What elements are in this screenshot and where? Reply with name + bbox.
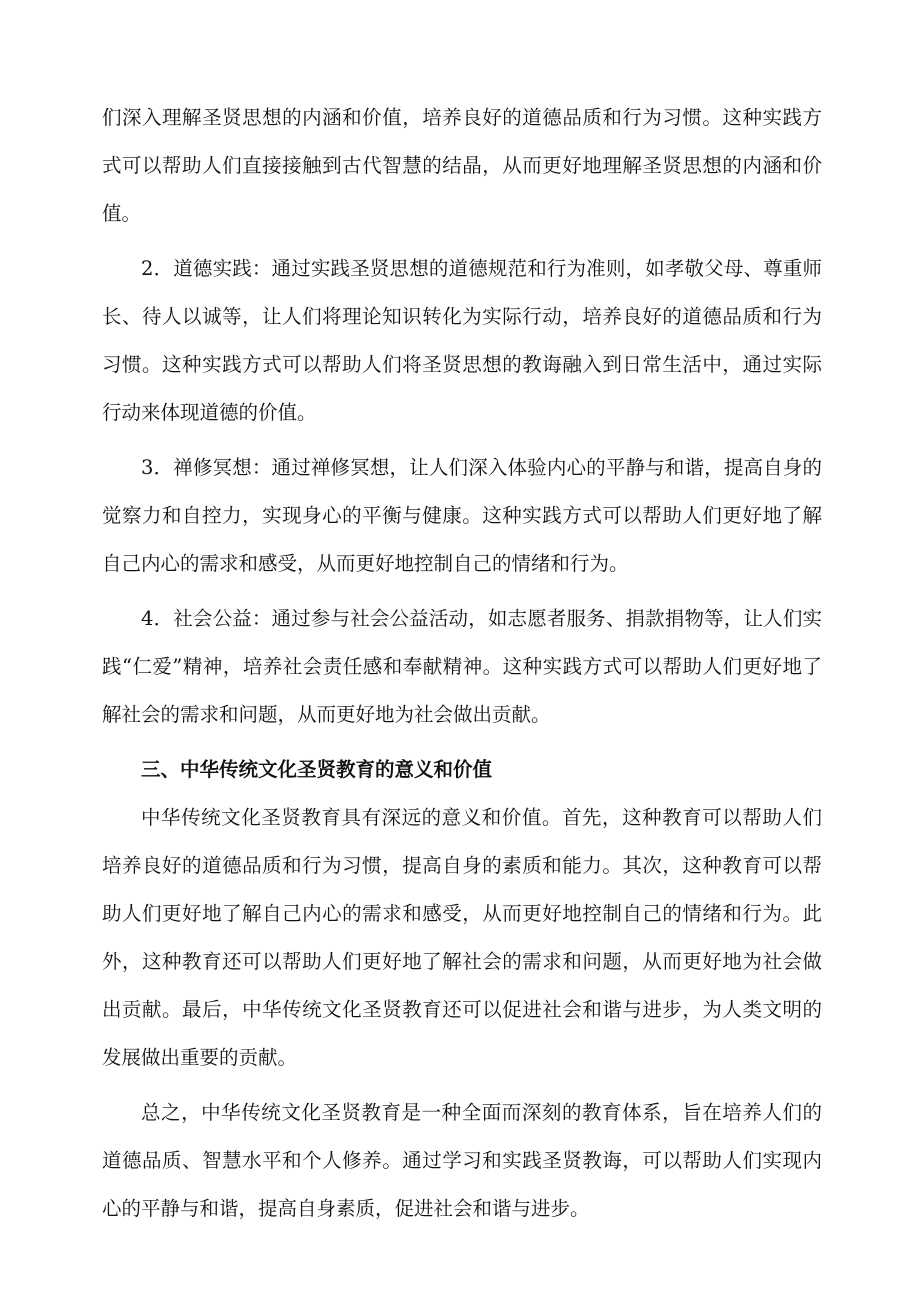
paragraph-meditation: 3．禅修冥想：通过禅修冥想，让人们深入体验内心的平静与和谐，提高自身的觉察力和自控力，实现身心的平衡与健康。这种实践方式可以帮助人们更好地了解自己内心的需求和感受，从而更好地控制自己的情绪和行为。 [102,456,822,575]
document-body [102,94,822,1233]
paragraph-moral-practice: 2．道德实践：通过实践圣贤思想的道德规范和行为准则，如孝敬父母、尊重师长、待人以诚等，让人们将理论知识转化为实际行动，培养良好的道德品质和行为习惯。这种实践方式可以帮助人们将圣贤思想的教诲融入到日常生活中，通过实际行动来体现道德的价值。 [102,257,822,424]
paragraph-conclusion: 总之，中华传统文化圣贤教育是一种全面而深刻的教育体系，旨在培养人们的道德品质、智慧水平和个人修养。通过学习和实践圣贤教诲，可以帮助人们实现内心的平静与和谐，提高自身素质，促进社会和谐与进步。 [102,1101,822,1220]
paragraph-significance: 中华传统文化圣贤教育具有深远的意义和价值。首先，这种教育可以帮助人们培养良好的道德品质和行为习惯，提高自身的素质和能力。其次，这种教育可以帮助人们更好地了解自己内心的需求和感受，从而更好地控制自己的情绪和行为。此外，这种教育还可以帮助人们更好地了解社会的需求和问题，从而更好地为社会做出贡献。最后，中华传统文化圣贤教育还可以促进社会和谐与进步，为人类文明的发展做出重要的贡献。 [102,806,822,1069]
paragraph-public-welfare: 4．社会公益：通过参与社会公益活动，如志愿者服务、捐款捐物等，让人们实践“仁爱”精神，培养社会责任感和奉献精神。这种实践方式可以帮助人们更好地了解社会的需求和问题，从而更好地为社会做出贡献。 [102,607,822,726]
paragraph-continuation: 们深入理解圣贤思想的内涵和价值，培养良好的道德品质和行为习惯。这种实践方式可以帮助人们直接接触到古代智慧的结晶，从而更好地理解圣贤思想的内涵和价值。 [102,106,822,225]
section-heading: 三、中华传统文化圣贤教育的意义和价值 [141,758,493,781]
